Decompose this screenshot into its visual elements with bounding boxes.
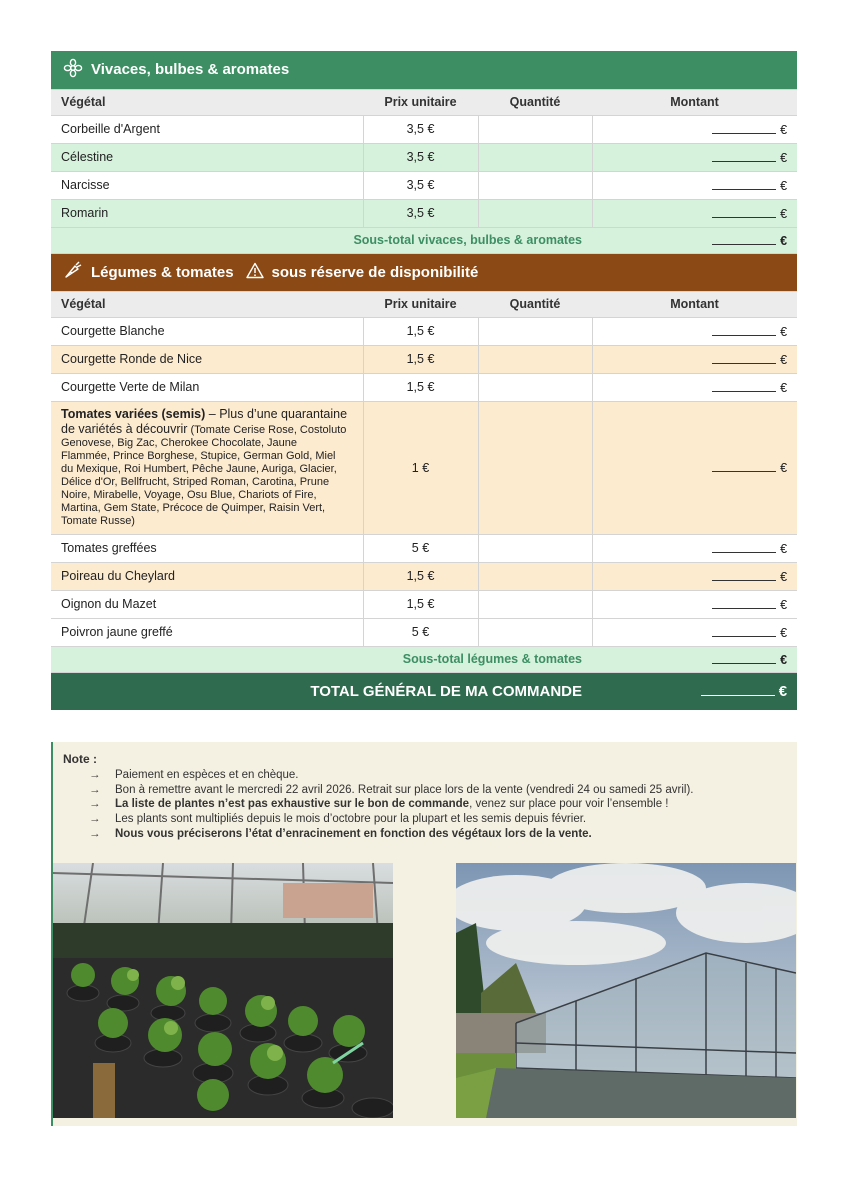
note-list xyxy=(53,766,797,842)
unit-price: 5 € xyxy=(363,618,478,646)
table-row xyxy=(51,590,797,618)
plant-name: Poivron jaune greffé xyxy=(51,618,363,646)
section-legumes-header xyxy=(51,253,797,291)
greenhouse-photo xyxy=(456,863,796,1118)
quantity-field[interactable] xyxy=(478,317,592,345)
col-vegetal: Végétal xyxy=(51,291,363,317)
plant-name xyxy=(51,401,363,534)
subtotal-label: Sous-total légumes & tomates xyxy=(51,646,592,672)
quantity-field[interactable] xyxy=(478,373,592,401)
quantity-field[interactable] xyxy=(478,115,592,143)
table-row-tomatoes xyxy=(51,401,797,534)
arrow-icon: → xyxy=(89,783,101,796)
total-amount-field[interactable]: € xyxy=(592,672,797,710)
section-title: Vivaces, bulbes & aromates xyxy=(91,61,290,79)
amount-field[interactable]: € xyxy=(592,590,797,618)
amount-field[interactable]: € xyxy=(592,534,797,562)
list-item: → Paiement en espèces et en chèque. xyxy=(89,769,299,781)
subtotal-label: Sous-total vivaces, bulbes & aromates xyxy=(51,227,592,253)
unit-price: 5 € xyxy=(363,534,478,562)
unit-price: 3,5 € xyxy=(363,115,478,143)
unit-price: 1,5 € xyxy=(363,562,478,590)
quantity-field[interactable] xyxy=(478,143,592,171)
col-montant: Montant xyxy=(592,89,797,115)
arrow-icon: → xyxy=(89,813,101,826)
quantity-field[interactable] xyxy=(478,171,592,199)
quantity-field[interactable] xyxy=(478,199,592,227)
arrow-icon: → xyxy=(89,798,101,811)
table-row xyxy=(51,317,797,345)
plant-name: Corbeille d'Argent xyxy=(51,115,363,143)
table-header xyxy=(51,291,797,317)
warning-icon xyxy=(246,262,264,283)
quantity-field[interactable] xyxy=(478,534,592,562)
total-row xyxy=(51,672,797,710)
plant-name: Poireau du Cheylard xyxy=(51,562,363,590)
subtotal-amount-field[interactable]: € xyxy=(592,227,797,253)
quantity-field[interactable] xyxy=(478,618,592,646)
section-title: Légumes & tomates xyxy=(91,263,234,281)
table-row xyxy=(51,171,797,199)
subtotal-row xyxy=(51,227,797,253)
amount-field[interactable]: € xyxy=(592,143,797,171)
quantity-field[interactable] xyxy=(478,590,592,618)
table-row xyxy=(51,345,797,373)
arrow-icon: → xyxy=(89,769,101,781)
plant-name: Narcisse xyxy=(51,171,363,199)
table-row xyxy=(51,199,797,227)
col-montant: Montant xyxy=(592,291,797,317)
unit-price: 1,5 € xyxy=(363,590,478,618)
unit-price: 3,5 € xyxy=(363,143,478,171)
unit-price: 3,5 € xyxy=(363,171,478,199)
table-row xyxy=(51,562,797,590)
unit-price: 1,5 € xyxy=(363,317,478,345)
unit-price: 1 € xyxy=(363,401,478,534)
flower-icon xyxy=(63,58,83,82)
table-row xyxy=(51,143,797,171)
table-row xyxy=(51,534,797,562)
amount-field[interactable]: € xyxy=(592,345,797,373)
table-row xyxy=(51,373,797,401)
amount-field[interactable]: € xyxy=(592,562,797,590)
subtotal-row xyxy=(51,646,797,672)
amount-field[interactable]: € xyxy=(592,373,797,401)
unit-price: 3,5 € xyxy=(363,199,478,227)
note-title: Note : xyxy=(63,752,97,766)
list-item: → Nous vous préciserons l’état d’enracinement en fonction des végétaux lors de la vente. xyxy=(89,827,592,840)
col-prix: Prix unitaire xyxy=(363,291,478,317)
amount-field[interactable]: € xyxy=(592,401,797,534)
col-vegetal: Végétal xyxy=(51,89,363,115)
plant-name: Courgette Blanche xyxy=(51,317,363,345)
list-item: → Les plants sont multipliés depuis le mois d’octobre pour la plupart et les semis depuis février. xyxy=(89,813,587,826)
seedlings-photo xyxy=(53,863,393,1118)
amount-field[interactable]: € xyxy=(592,317,797,345)
amount-field[interactable]: € xyxy=(592,618,797,646)
col-quantite: Quantité xyxy=(478,89,592,115)
table-row xyxy=(51,115,797,143)
plant-name: Courgette Ronde de Nice xyxy=(51,345,363,373)
carrot-icon xyxy=(63,260,83,284)
plant-name: Courgette Verte de Milan xyxy=(51,373,363,401)
col-prix: Prix unitaire xyxy=(363,89,478,115)
unit-price: 1,5 € xyxy=(363,345,478,373)
unit-price: 1,5 € xyxy=(363,373,478,401)
plant-name: Oignon du Mazet xyxy=(51,590,363,618)
amount-field[interactable]: € xyxy=(592,171,797,199)
plant-name: Tomates greffées xyxy=(51,534,363,562)
availability-warning: sous réserve de disponibilité xyxy=(271,263,479,281)
table-header xyxy=(51,89,797,115)
list-item: → La liste de plantes n’est pas exhaustive sur le bon de commande, venez sur place pour voir l’ensemble ! xyxy=(89,798,669,811)
section-vivaces-header xyxy=(51,51,797,89)
list-item: → Bon à remettre avant le mercredi 22 avril 2026. Retrait sur place lors de la vente (vendredi 24 ou samedi 25 avril). xyxy=(89,783,694,796)
amount-field[interactable]: € xyxy=(592,115,797,143)
col-quantite: Quantité xyxy=(478,291,592,317)
tomato-varieties: (Tomate Cerise Rose, Costoluto Genovese, Big Zac, Cherokee Chocolate, Jaune Flammée, Prince Borghese, Stupice, German Gold, Miel du Mexique, Roi Humbert, Pêche Jaune, Auriga, Glacier, Délice d'Or, Bellfrucht, Striped Roman, Carotina, Prune Noire, Mirabelle, Voyage, Osu Blue, Chariots of Fire, Martina, Gem State, Précoce de Quimper, Raisin Vert, Tomate Russe) xyxy=(61,424,347,527)
total-label: TOTAL GÉNÉRAL DE MA COMMANDE xyxy=(51,672,592,710)
table-row xyxy=(51,618,797,646)
plant-name: Romarin xyxy=(51,199,363,227)
order-table xyxy=(51,51,797,710)
quantity-field[interactable] xyxy=(478,562,592,590)
order-form xyxy=(51,51,797,710)
amount-field[interactable]: € xyxy=(592,199,797,227)
subtotal-amount-field[interactable]: € xyxy=(592,646,797,672)
tomato-name: Tomates variées (semis) xyxy=(61,407,206,421)
tomato-lead: – Plus d’une quarantaine de variétés à découvrir xyxy=(61,407,348,436)
arrow-icon: → xyxy=(89,827,101,840)
plant-name: Célestine xyxy=(51,143,363,171)
quantity-field[interactable] xyxy=(478,401,592,534)
quantity-field[interactable] xyxy=(478,345,592,373)
